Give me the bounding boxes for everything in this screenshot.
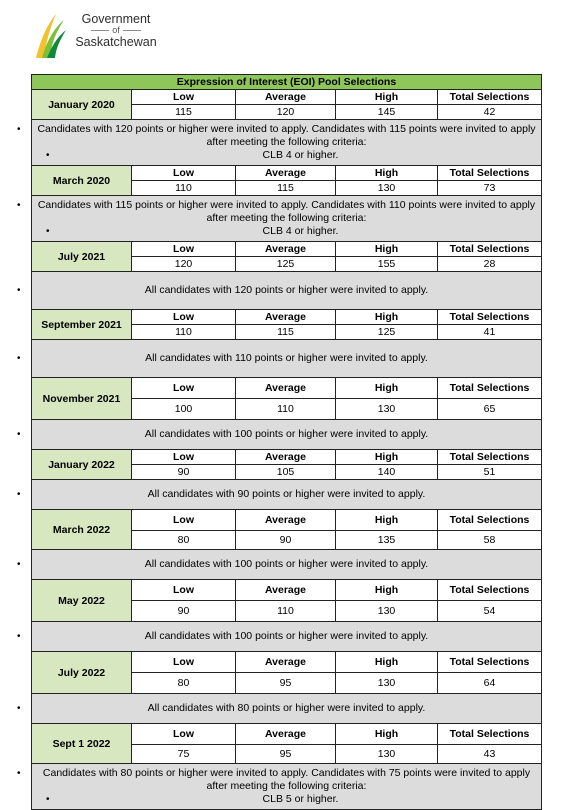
note-bullet xyxy=(17,199,541,225)
note-bullet xyxy=(17,558,541,571)
value-total: 64 xyxy=(438,673,542,694)
column-header-total: Total Selections xyxy=(438,510,542,531)
column-header-low: Low xyxy=(132,90,236,105)
value-high: 155 xyxy=(336,257,438,272)
note-bullet xyxy=(17,630,541,643)
table-title: Expression of Interest (EOI) Pool Selections xyxy=(32,75,542,90)
value-average: 95 xyxy=(236,745,336,764)
column-header-average: Average xyxy=(236,166,336,181)
value-high: 125 xyxy=(336,325,438,340)
row-header xyxy=(32,242,542,257)
column-header-total: Total Selections xyxy=(438,580,542,601)
note-bullet xyxy=(17,352,541,365)
note-bullet xyxy=(17,428,541,441)
note-cell xyxy=(17,694,542,724)
column-header-low: Low xyxy=(132,310,236,325)
column-header-average: Average xyxy=(236,242,336,257)
note-row xyxy=(32,480,542,510)
bullet-icon: • xyxy=(17,703,21,714)
column-header-average: Average xyxy=(236,580,336,601)
logo-line-2: of xyxy=(112,25,120,35)
column-header-high: High xyxy=(336,580,438,601)
note-cell xyxy=(17,340,542,378)
bullet-icon: • xyxy=(17,285,21,296)
value-high: 130 xyxy=(336,673,438,694)
note-row xyxy=(32,694,542,724)
period-label: July 2021 xyxy=(32,242,132,272)
period-label: March 2022 xyxy=(32,510,132,550)
note-text: Candidates with 80 points or higher were invited to apply. Candidates with 75 points were invited to apply after meeting the following criteria: xyxy=(42,767,531,792)
sub-note-text: CLB 5 or higher. xyxy=(262,793,339,805)
column-header-high: High xyxy=(336,242,438,257)
column-header-total: Total Selections xyxy=(438,724,542,745)
value-average: 120 xyxy=(236,105,336,120)
bullet-icon: • xyxy=(17,353,21,364)
period-label: November 2021 xyxy=(32,378,132,420)
note-text: All candidates with 110 points or higher were invited to apply. xyxy=(145,352,428,364)
note-bullet xyxy=(17,284,541,297)
column-header-high: High xyxy=(336,450,438,465)
note-text: All candidates with 100 points or higher were invited to apply. xyxy=(144,558,429,570)
note-cell xyxy=(17,196,542,242)
value-total: 73 xyxy=(438,181,542,196)
period-label: March 2020 xyxy=(32,166,132,196)
logo-line-1: Government xyxy=(81,12,151,26)
column-header-total: Total Selections xyxy=(438,652,542,673)
note-row xyxy=(32,272,542,310)
note-sub-bullet xyxy=(32,149,541,162)
column-header-total: Total Selections xyxy=(438,90,542,105)
note-bullet xyxy=(17,488,541,501)
value-average: 115 xyxy=(236,181,336,196)
value-average: 95 xyxy=(236,673,336,694)
value-total: 41 xyxy=(438,325,542,340)
sub-note-text: CLB 4 or higher. xyxy=(262,149,339,161)
bullet-icon: • xyxy=(46,794,50,805)
column-header-average: Average xyxy=(236,378,336,399)
column-header-high: High xyxy=(336,510,438,531)
note-text: All candidates with 80 points or higher were invited to apply. xyxy=(147,702,426,714)
column-header-average: Average xyxy=(236,450,336,465)
value-low: 120 xyxy=(132,257,236,272)
note-row xyxy=(32,622,542,652)
note-row xyxy=(32,764,542,810)
logo-wordmark xyxy=(68,12,164,49)
note-text: Candidates with 120 points or higher were invited to apply. Candidates with 115 points were invited to apply after meeting the following criteria: xyxy=(37,123,536,148)
column-header-low: Low xyxy=(132,580,236,601)
column-header-high: High xyxy=(336,378,438,399)
column-header-average: Average xyxy=(236,652,336,673)
value-high: 140 xyxy=(336,465,438,480)
note-cell xyxy=(17,120,542,166)
column-header-average: Average xyxy=(236,310,336,325)
bullet-icon: • xyxy=(17,631,21,642)
column-header-total: Total Selections xyxy=(438,378,542,399)
column-header-low: Low xyxy=(132,378,236,399)
note-sub-bullet xyxy=(32,793,541,806)
row-header xyxy=(32,90,542,105)
note-text: All candidates with 100 points or higher were invited to apply. xyxy=(144,428,429,440)
row-header xyxy=(32,580,542,601)
note-cell xyxy=(17,622,542,652)
note-sub-bullet xyxy=(32,225,541,238)
row-header xyxy=(32,652,542,673)
period-label: Sept 1 2022 xyxy=(32,724,132,764)
value-average: 90 xyxy=(236,531,336,550)
note-row xyxy=(32,550,542,580)
column-header-average: Average xyxy=(236,90,336,105)
note-cell xyxy=(17,550,542,580)
note-text: All candidates with 120 points or higher were invited to apply. xyxy=(144,284,429,296)
eoi-pool-selections-table xyxy=(17,74,542,810)
row-header xyxy=(32,166,542,181)
column-header-low: Low xyxy=(132,242,236,257)
value-low: 90 xyxy=(132,601,236,622)
value-high: 130 xyxy=(336,399,438,420)
value-low: 75 xyxy=(132,745,236,764)
row-header xyxy=(32,724,542,745)
column-header-average: Average xyxy=(236,724,336,745)
bullet-icon: • xyxy=(17,489,21,500)
note-cell xyxy=(17,480,542,510)
column-header-high: High xyxy=(336,166,438,181)
value-average: 115 xyxy=(236,325,336,340)
period-label: May 2022 xyxy=(32,580,132,622)
value-total: 51 xyxy=(438,465,542,480)
value-low: 110 xyxy=(132,181,236,196)
value-total: 43 xyxy=(438,745,542,764)
bullet-icon: • xyxy=(17,124,21,135)
column-header-total: Total Selections xyxy=(438,310,542,325)
note-row xyxy=(32,120,542,166)
period-label: January 2022 xyxy=(32,450,132,480)
value-high: 145 xyxy=(336,105,438,120)
sub-note-text: CLB 4 or higher. xyxy=(262,225,339,237)
row-header xyxy=(32,510,542,531)
value-high: 135 xyxy=(336,531,438,550)
bullet-icon: • xyxy=(17,768,21,779)
bullet-icon: • xyxy=(46,226,50,237)
row-header xyxy=(32,310,542,325)
note-cell xyxy=(17,764,542,810)
note-bullet xyxy=(17,702,541,715)
row-header xyxy=(32,378,542,399)
row-header xyxy=(32,450,542,465)
bullet-icon: • xyxy=(46,150,50,161)
value-average: 125 xyxy=(236,257,336,272)
value-high: 130 xyxy=(336,181,438,196)
note-row xyxy=(32,196,542,242)
bullet-icon: • xyxy=(17,559,21,570)
value-high: 130 xyxy=(336,601,438,622)
bullet-icon: • xyxy=(17,200,21,211)
column-header-high: High xyxy=(336,652,438,673)
value-low: 80 xyxy=(132,673,236,694)
note-cell xyxy=(17,272,542,310)
value-total: 54 xyxy=(438,601,542,622)
period-label: July 2022 xyxy=(32,652,132,694)
column-header-low: Low xyxy=(132,724,236,745)
value-average: 105 xyxy=(236,465,336,480)
value-average: 110 xyxy=(236,399,336,420)
column-header-high: High xyxy=(336,310,438,325)
note-text: All candidates with 90 points or higher were invited to apply. xyxy=(147,488,426,500)
value-average: 110 xyxy=(236,601,336,622)
note-row xyxy=(32,420,542,450)
bullet-icon: • xyxy=(17,429,21,440)
government-of-saskatchewan-logo xyxy=(34,12,164,62)
note-cell xyxy=(17,420,542,450)
note-text: All candidates with 100 points or higher were invited to apply. xyxy=(144,630,429,642)
column-header-high: High xyxy=(336,724,438,745)
column-header-high: High xyxy=(336,90,438,105)
value-total: 58 xyxy=(438,531,542,550)
note-row xyxy=(32,340,542,378)
column-header-total: Total Selections xyxy=(438,242,542,257)
value-low: 90 xyxy=(132,465,236,480)
column-header-total: Total Selections xyxy=(438,450,542,465)
note-bullet xyxy=(17,123,541,149)
wheat-logo-icon xyxy=(34,12,68,60)
column-header-low: Low xyxy=(132,450,236,465)
column-header-average: Average xyxy=(236,510,336,531)
value-total: 65 xyxy=(438,399,542,420)
period-label: January 2020 xyxy=(32,90,132,120)
period-label: September 2021 xyxy=(32,310,132,340)
column-header-low: Low xyxy=(132,652,236,673)
value-total: 28 xyxy=(438,257,542,272)
value-low: 115 xyxy=(132,105,236,120)
value-high: 130 xyxy=(336,745,438,764)
column-header-total: Total Selections xyxy=(438,166,542,181)
column-header-low: Low xyxy=(132,510,236,531)
logo-line-3: Saskatchewan xyxy=(75,35,157,49)
value-low: 110 xyxy=(132,325,236,340)
note-bullet xyxy=(17,767,541,793)
value-low: 100 xyxy=(132,399,236,420)
value-total: 42 xyxy=(438,105,542,120)
note-text: Candidates with 115 points or higher were invited to apply. Candidates with 110 points were invited to apply after meeting the following criteria: xyxy=(37,199,536,224)
value-low: 80 xyxy=(132,531,236,550)
column-header-low: Low xyxy=(132,166,236,181)
